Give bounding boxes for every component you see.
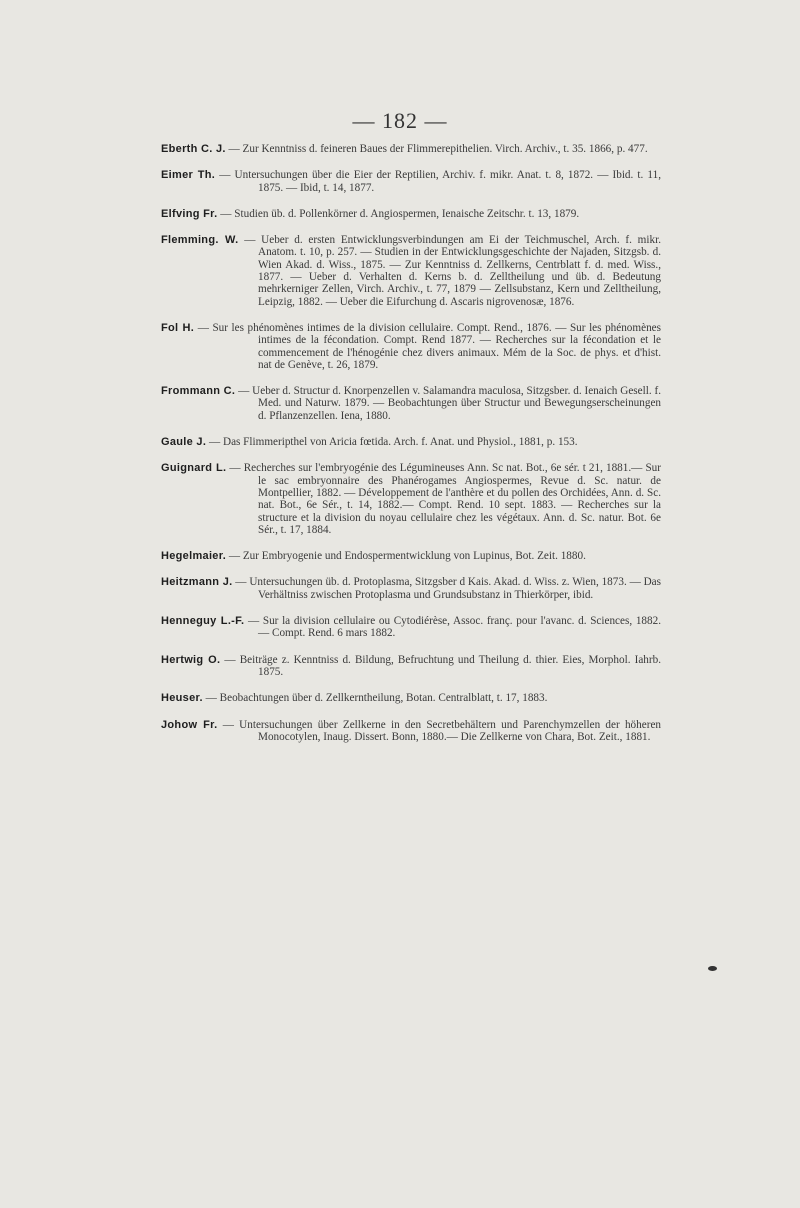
bibliography-entry bbox=[161, 692, 661, 704]
ink-smudge bbox=[708, 966, 717, 971]
entry-text: — Sur la division cellulaire ou Cytodiérèse, Assoc. franç. pour l'avanc. d. Sciences, 1882. — Compt. Rend. 6 mars 1882. bbox=[244, 615, 661, 640]
entry-text: — Recherches sur l'embryogénie des Légumineuses Ann. Sc nat. Bot., 6e sér. t 21, 1881.— Sur le sac embryonnaire des Phanérogames Angiospermes, Revue d. Sc. natur. de Montpellier, 1882. — Développement de l'anthère et du pollen des Orchidées, Ann. d. Sc. nat. Bot., 6e Sér., t. 14, 1882.— Compt. Rend. 10 sept. 1883. — Recherches sur la structure et la division du noyau cellulaire chez les végétaux. Ann. d. Sc. natur. Bot. 6e Sér., t. 17, 1884. bbox=[226, 462, 661, 536]
bibliography-entry bbox=[161, 615, 661, 640]
entry-text: — Zur Kenntniss d. feineren Baues der Flimmerepithelien. Virch. Archiv., t. 35. 1866, p. 477. bbox=[225, 143, 648, 155]
entry-author: Hertwig O. bbox=[161, 653, 221, 666]
entry-author: Henneguy L.-F. bbox=[161, 615, 245, 628]
bibliography-entry bbox=[161, 385, 661, 422]
entry-author: Fol H. bbox=[161, 321, 195, 334]
entry-text: — Ueber d. Structur d. Knorpenzellen v. Salamandra maculosa, Sitzgsber. d. Ienaich Gesell. f. Med. und Naturw. 1879. — Beobachtungen über Structur und Bewegungserscheinungen d. Pflanzenzellen. Iena, 1880. bbox=[235, 385, 662, 422]
entry-author: Hegelmaier. bbox=[161, 550, 227, 563]
page-number: — 182 — bbox=[352, 108, 448, 133]
bibliography-entry bbox=[161, 654, 661, 679]
entry-text: — Ueber d. ersten Entwicklungsverbindungen am Ei der Teichmuschel, Arch. f. mikr. Anatom. t. 10, p. 257. — Studien in der Entwicklungsgeschichte der Najaden, Sitzgsb. d. Wien Akad. d. Wiss., 1875. — Zur Kenntniss d. Zellkerns, Centrblatt f. d. med. Wiss., 1877. — Ueber d. Verhalten d. Kerns b. d. Zelltheilung und üb. d. Bedeutung mehrkerniger Zellen, Virch. Archiv., t. 77, 1879 — Zellsubstanz, Kern und Zelltheilung, Leipzig, 1882. — Ueber die Eifurchung d. Ascaris nigrovenosæ, 1876. bbox=[238, 234, 661, 308]
entry-author: Gaule J. bbox=[161, 436, 207, 449]
entry-text: — Studien üb. d. Pollenkörner d. Angiospermen, Ienaische Zeitschr. t. 13, 1879. bbox=[217, 207, 580, 220]
entry-text: — Beiträge z. Kenntniss d. Bildung, Befruchtung und Theilung d. thier. Eies, Morphol. Iahrb. 1875. bbox=[220, 653, 661, 678]
bibliography-entry bbox=[161, 436, 661, 448]
bibliography-entry bbox=[161, 234, 661, 308]
entry-author: Eimer Th. bbox=[161, 169, 216, 182]
bibliography-list bbox=[161, 143, 661, 757]
entry-text: — Das Flimmeripthel von Aricia fœtida. Arch. f. Anat. und Physiol., 1881, p. 153. bbox=[206, 436, 578, 449]
entry-author: Frommann C. bbox=[161, 385, 236, 398]
entry-text: — Beobachtungen über d. Zellkerntheilung, Botan. Centralblatt, t. 17, 1883. bbox=[202, 692, 548, 705]
bibliography-entry bbox=[161, 322, 661, 371]
entry-author: Guignard L. bbox=[161, 462, 227, 475]
entry-text: — Untersuchungen über Zellkerne in den Secretbehältern und Parenchymzellen der höheren Monocotylen, Inaug. Dissert. Bonn, 1880.— Die Zellkerne von Chara, Bot. Zeit., 1881. bbox=[217, 718, 661, 743]
entry-author: Flemming. W. bbox=[161, 234, 239, 247]
bibliography-entry bbox=[161, 208, 661, 220]
entry-author: Elfving Fr. bbox=[161, 207, 218, 220]
bibliography-entry bbox=[161, 143, 661, 155]
bibliography-entry bbox=[161, 550, 661, 562]
entry-text: — Untersuchungen über die Eier der Reptilien, Archiv. f. mikr. Anat. t. 8, 1872. — Ibid. t. 11, 1875. — Ibid, t. 14, 1877. bbox=[215, 169, 661, 194]
bibliography-entry bbox=[161, 462, 661, 536]
entry-text: — Sur les phénomènes intimes de la division cellulaire. Compt. Rend., 1876. — Sur les phénomènes intimes de la fécondation. Compt. Rend 1877. — Recherches sur la fécondation et le commencement de l'hénogénie chez divers animaux. Mém de la Soc. de phys. et d'hist. nat de Genève, t. 26, 1879. bbox=[194, 321, 661, 371]
entry-author: Eberth C. J. bbox=[161, 143, 226, 155]
entry-text: — Untersuchungen üb. d. Protoplasma, Sitzgsber d Kais. Akad. d. Wiss. z. Wien, 1873. — Das Verhältniss zwischen Protoplasma und Grundsubstanz in Thierkörper, ibid. bbox=[232, 576, 661, 601]
bibliography-entry bbox=[161, 576, 661, 601]
entry-author: Heuser. bbox=[161, 692, 203, 705]
entry-author: Heitzmann J. bbox=[161, 576, 233, 589]
bibliography-entry bbox=[161, 169, 661, 194]
entry-author: Johow Fr. bbox=[161, 718, 218, 731]
entry-text: — Zur Embryogenie und Endospermentwicklung von Lupinus, Bot. Zeit. 1880. bbox=[226, 550, 586, 563]
bibliography-entry bbox=[161, 719, 661, 744]
